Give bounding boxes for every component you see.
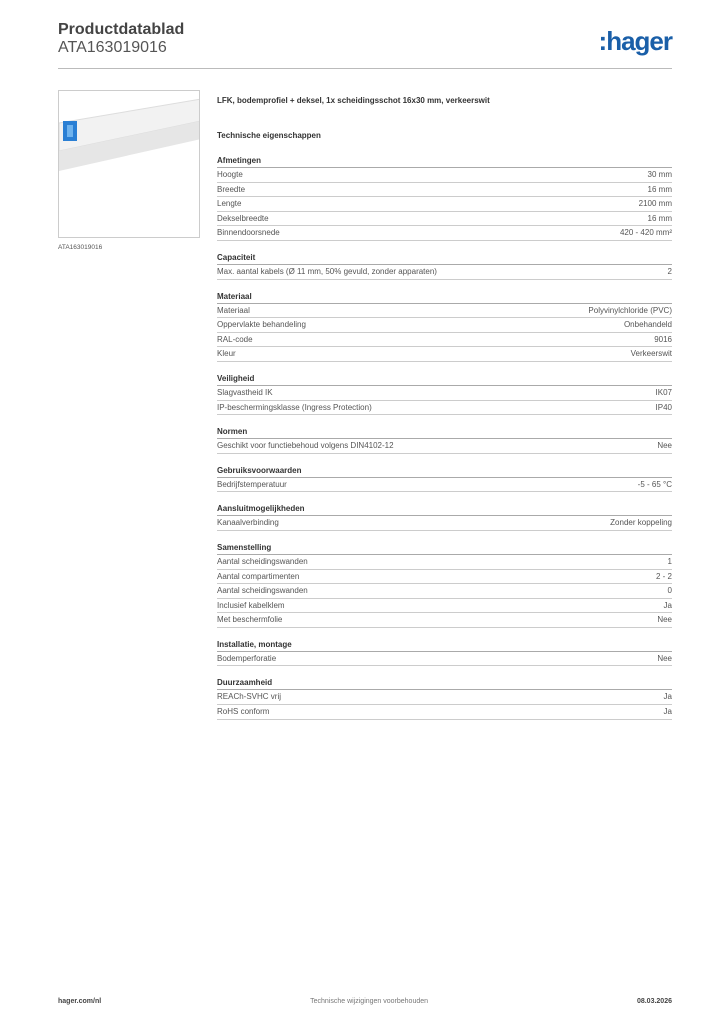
property-value: Verkeerswit [630,349,672,359]
section-heading: Gebruiksvoorwaarden [217,463,672,478]
product-description: LFK, bodemprofiel + deksel, 1x scheidingsschot 16x30 mm, verkeerswit [217,96,490,105]
property-row [217,265,672,280]
property-row [217,705,672,720]
property-label: RoHS conform [217,707,270,717]
property-value: 30 mm [647,170,672,179]
property-row [217,516,672,531]
property-value: IK07 [655,387,672,397]
property-label: Bodemperforatie [217,653,277,663]
property-label: Aantal compartimenten [217,571,300,581]
property-value: Nee [657,653,672,663]
property-row [217,304,672,319]
property-label: Breedte [217,184,246,194]
product-image [58,90,200,238]
section-heading: Duurzaamheid [217,675,672,690]
property-value: 2 - 2 [655,571,672,581]
section-materiaal [217,289,672,362]
properties-column [217,96,672,729]
page-title: Productdatablad [58,21,185,38]
property-label: Materiaal [217,305,250,315]
property-sections [217,153,672,720]
property-value: Ja [663,692,672,702]
tech-heading: Technische eigenschappen [217,131,321,140]
section-aansluitmogelijkheden [217,501,672,531]
property-value: Zonder koppeling [610,518,672,528]
property-label: Met beschermfolie [217,615,283,625]
footer [58,998,672,1005]
property-value: 0 [667,586,672,596]
property-label: RAL-code [217,334,253,344]
property-value: Onbehandeld [623,320,672,330]
section-heading: Aansluitmogelijkheden [217,501,672,516]
property-label: Dekselbreedte [217,213,269,223]
section-capaciteit [217,250,672,280]
image-label: ATA163019016 [58,244,103,251]
property-value: 9016 [654,334,672,344]
section-installatie-montage [217,637,672,667]
section-heading: Installatie, montage [217,637,672,652]
section-gebruiksvoorwaarden [217,463,672,493]
footer-website[interactable]: hager.com/nl [58,998,102,1005]
property-row [217,439,672,454]
property-label: Geschikt voor functiebehoud volgens DIN4102-12 [217,441,394,451]
property-label: Aantal scheidingswanden [217,586,308,596]
property-value: Nee [657,615,672,625]
property-row [217,555,672,570]
property-label: Kleur [217,349,236,359]
property-value: 2100 mm [638,199,672,209]
property-value: 16 mm [647,184,672,194]
section-heading: Materiaal [217,289,672,304]
property-label: Hoogte [217,170,243,179]
property-row [217,570,672,585]
property-label: IP-beschermingsklasse (Ingress Protection) [217,402,372,412]
property-value: 16 mm [647,213,672,223]
section-duurzaamheid [217,675,672,719]
footer-disclaimer: Technische wijzigingen voorbehouden [310,998,429,1005]
property-row [217,318,672,333]
property-row [217,478,672,493]
property-label: Oppervlakte behandeling [217,320,306,330]
property-row [217,599,672,614]
property-row [217,197,672,212]
section-heading: Capaciteit [217,250,672,265]
property-row [217,613,672,628]
property-row [217,183,672,198]
property-row [217,386,672,401]
property-value: Ja [663,707,672,717]
footer-date: 08.03.2026 [636,998,672,1005]
property-row [217,212,672,227]
section-heading: Samenstelling [217,540,672,555]
section-normen [217,424,672,454]
property-value: Polyvinylchloride (PVC) [588,305,672,315]
property-label: Inclusief kabelklem [217,600,285,610]
property-row [217,333,672,348]
property-value: IP40 [655,402,672,412]
section-heading: Afmetingen [217,153,672,168]
property-value: 2 [667,266,672,276]
hager-logo: :hager [598,26,672,56]
product-code: ATA163019016 [58,39,167,56]
property-row [217,168,672,183]
property-row [217,347,672,362]
property-row [217,690,672,705]
property-value: -5 - 65 °C [637,479,672,489]
property-value: Ja [663,600,672,610]
section-afmetingen [217,153,672,241]
property-label: Kanaalverbinding [217,518,279,528]
property-row [217,401,672,416]
property-label: Bedrijfstemperatuur [217,479,287,489]
property-label: Aantal scheidingswanden [217,556,308,566]
section-veiligheid [217,371,672,415]
property-label: Max. aantal kabels (Ø 11 mm, 50% gevuld, zonder apparaten) [217,266,437,276]
property-label: Slagvastheid IK [217,387,273,397]
section-heading: Veiligheid [217,371,672,386]
section-samenstelling [217,540,672,628]
property-value: 420 - 420 mm² [619,228,672,238]
property-label: REACh-SVHC vrij [217,692,282,702]
property-row [217,226,672,241]
property-row [217,652,672,667]
property-label: Binnendoorsnede [217,228,280,238]
property-row [217,584,672,599]
header-divider [58,68,672,69]
property-value: Nee [657,441,672,451]
property-label: Lengte [217,199,242,209]
section-heading: Normen [217,424,672,439]
property-value: 1 [667,556,672,566]
